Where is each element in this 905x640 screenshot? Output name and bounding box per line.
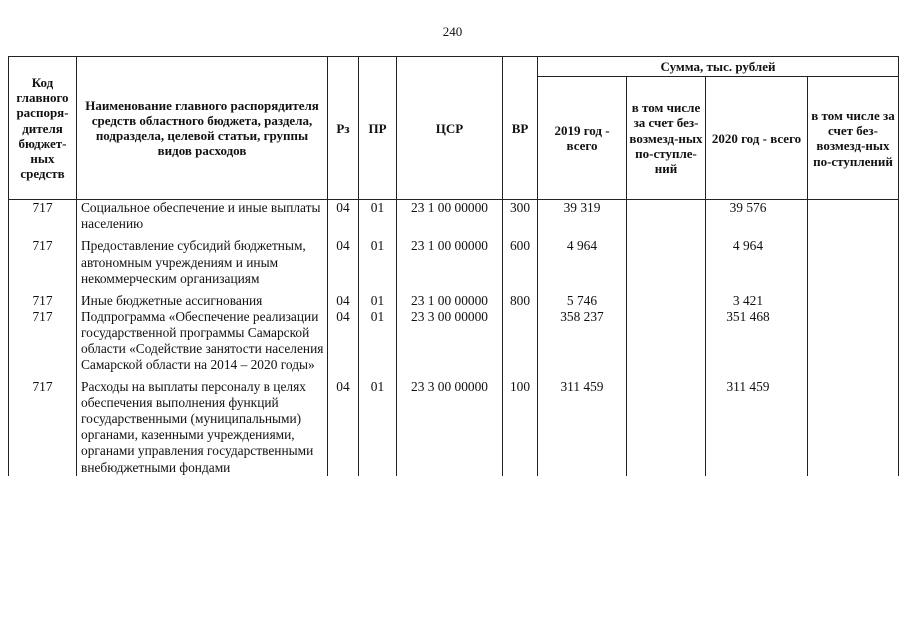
cell-2020-total: 351 468 (706, 309, 808, 373)
table-row (9, 309, 899, 373)
cell-name: Подпрограмма «Обеспечение реализации государственной программы Самарской области «Содействие занятости населения Самарской области на 2014 – 2020 годы» (77, 309, 328, 373)
cell-2019-total: 5 746 (538, 293, 627, 309)
cell-code: 717 (9, 309, 77, 373)
cell-rz: 04 (328, 238, 359, 286)
cell-pr: 01 (359, 200, 397, 233)
header-rz: Рз (328, 57, 359, 200)
cell-vr (503, 309, 538, 373)
cell-code: 717 (9, 200, 77, 233)
cell-csr: 23 3 00 00000 (397, 309, 503, 373)
cell-2019-total: 39 319 (538, 200, 627, 233)
cell-csr: 23 1 00 00000 (397, 238, 503, 286)
cell-2020-total: 3 421 (706, 293, 808, 309)
table-row (9, 379, 899, 475)
cell-name: Расходы на выплаты персоналу в целях обеспечения выполнения функций государственными (муниципальными) органами, казенными учреждениями, органами управления государственными внебюджетными фондами (77, 379, 328, 475)
table-row (9, 200, 899, 233)
cell-name: Иные бюджетные ассигнования (77, 293, 328, 309)
cell-pr: 01 (359, 293, 397, 309)
cell-2020-gratuitous (808, 293, 899, 309)
cell-vr: 300 (503, 200, 538, 233)
header-code: Код главного распоря-дителя бюджет-ных средств (9, 57, 77, 200)
cell-2019-gratuitous (627, 200, 706, 233)
cell-csr: 23 1 00 00000 (397, 200, 503, 233)
cell-name: Предоставление субсидий бюджетным, автономным учреждениям и иным некоммерческим организациям (77, 238, 328, 286)
cell-vr: 800 (503, 293, 538, 309)
cell-code: 717 (9, 293, 77, 309)
cell-2020-total: 311 459 (706, 379, 808, 475)
header-sum: Сумма, тыс. рублей (538, 57, 899, 77)
cell-rz: 04 (328, 309, 359, 373)
cell-2020-total: 4 964 (706, 238, 808, 286)
cell-name: Социальное обеспечение и иные выплаты населению (77, 200, 328, 233)
cell-2019-total: 4 964 (538, 238, 627, 286)
cell-2020-gratuitous (808, 200, 899, 233)
header-vr: ВР (503, 57, 538, 200)
header-2019-gratuitous: в том числе за счет без-возмезд-ных по-ступле-ний (627, 77, 706, 200)
cell-code: 717 (9, 379, 77, 475)
cell-2019-gratuitous (627, 309, 706, 373)
cell-rz: 04 (328, 293, 359, 309)
cell-2019-total: 311 459 (538, 379, 627, 475)
cell-code: 717 (9, 238, 77, 286)
cell-vr: 100 (503, 379, 538, 475)
cell-2019-gratuitous (627, 238, 706, 286)
table-row (9, 238, 899, 286)
cell-pr: 01 (359, 379, 397, 475)
header-pr: ПР (359, 57, 397, 200)
cell-rz: 04 (328, 200, 359, 233)
cell-2020-total: 39 576 (706, 200, 808, 233)
cell-csr: 23 3 00 00000 (397, 379, 503, 475)
cell-pr: 01 (359, 309, 397, 373)
budget-table (8, 56, 899, 476)
cell-csr: 23 1 00 00000 (397, 293, 503, 309)
cell-pr: 01 (359, 238, 397, 286)
header-2019-total: 2019 год - всего (538, 77, 627, 200)
cell-rz: 04 (328, 379, 359, 475)
cell-2020-gratuitous (808, 379, 899, 475)
cell-2020-gratuitous (808, 309, 899, 373)
cell-vr: 600 (503, 238, 538, 286)
cell-2019-gratuitous (627, 293, 706, 309)
cell-2019-total: 358 237 (538, 309, 627, 373)
header-name: Наименование главного распорядителя средств областного бюджета, раздела, подраздела, целевой статьи, группы видов расходов (77, 57, 328, 200)
table-row (9, 293, 899, 309)
cell-2020-gratuitous (808, 238, 899, 286)
header-2020-gratuitous: в том числе за счет без-возмезд-ных по-ступлений (808, 77, 899, 200)
cell-2019-gratuitous (627, 379, 706, 475)
header-2020-total: 2020 год - всего (706, 77, 808, 200)
header-csr: ЦСР (397, 57, 503, 200)
page-number: 240 (442, 24, 463, 39)
